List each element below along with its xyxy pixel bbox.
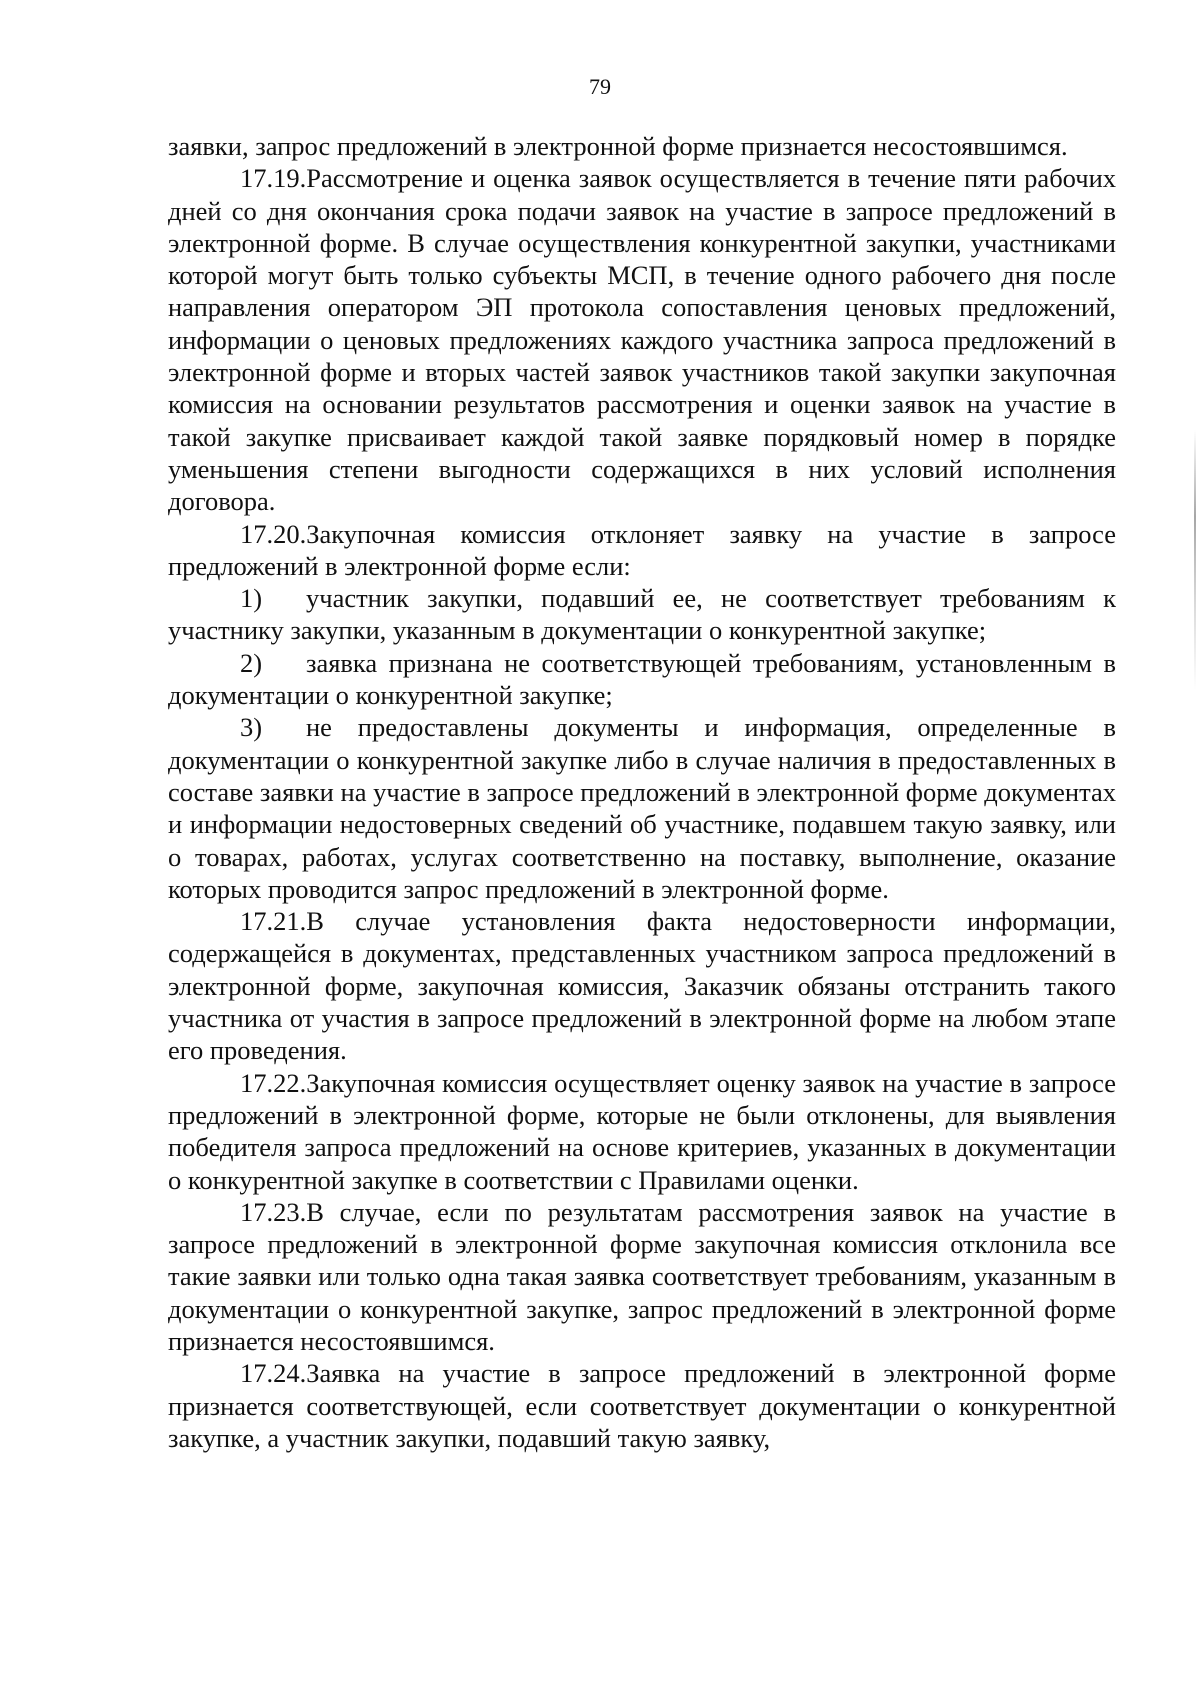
document-body	[168, 130, 1116, 1454]
paragraph-continuation: заявки, запрос предложений в электронной форме признается несостоявшимся.	[168, 131, 1068, 161]
list-item-1	[168, 582, 1116, 647]
paragraph-17-23: 17.23.В случае, если по результатам рассмотрения заявок на участие в запросе предложений в электронной форме закупочная комиссия отклонила все такие заявки или только одна такая заявка соответствует требованиям, указанным в документации о конкурентной закупке, запрос предложений в электронной форме признается несостоявшимся.	[168, 1196, 1116, 1356]
list-item-number: 2)	[240, 647, 263, 678]
paragraph-17-20: 17.20.Закупочная комиссия отклоняет заявку на участие в запросе предложений в электронной форме если:	[168, 518, 1116, 581]
list-item-3	[168, 711, 1116, 905]
list-item-text: участник закупки, подавший ее, не соответствует требованиям к участнику закупки, указанным в документации о конкурентной закупке;	[168, 583, 1116, 646]
page-number: 79	[589, 74, 611, 99]
paragraph-17-22: 17.22.Закупочная комиссия осуществляет оценку заявок на участие в запросе предложений в электронной форме, которые не были отклонены, для выявления победителя запроса предложений на основе критериев, указанных в документации о конкурентной закупке в соответствии с Правилами оценки.	[168, 1067, 1116, 1195]
scan-edge-mark	[1194, 430, 1196, 690]
list-item-text: не предоставлены документы и информация, определенные в документации о конкурентной закупке либо в случае наличия в предоставленных в составе заявки на участие в запросе предложений в электронной форме документах и информации недостоверных сведений об участнике, подавшем такую заявку, или о товарах, работах, услугах соответственно на поставку, выполнение, оказание которых проводится запрос предложений в электронной форме.	[168, 712, 1116, 904]
list-item-number: 3)	[240, 712, 263, 743]
list-item-2	[168, 647, 1116, 712]
list-item-text: заявка признана не соответствующей требованиям, установленным в документации о конкурентной закупке;	[168, 647, 1116, 711]
paragraph-17-24: 17.24.Заявка на участие в запросе предложений в электронной форме признается соответствующей, если соответствует документации о конкурентной закупке, а участник закупки, подавший такую заявку,	[168, 1358, 1116, 1453]
paragraph-17-21: 17.21.В случае установления факта недостоверности информации, содержащейся в документах, представленных участником запроса предложений в электронной форме, закупочная комиссия, Заказчик обязаны отстранить такого участника от участия в запросе предложений в электронной форме на любом этапе его проведения.	[168, 906, 1116, 1066]
paragraph-17-19: 17.19.Рассмотрение и оценка заявок осуществляется в течение пяти рабочих дней со дня окончания срока подачи заявок на участие в запросе предложений в электронной форме. В случае осуществления конкурентной закупки, участниками которой могут быть только субъекты МСП, в течение одного рабочего дня после направления оператором ЭП протокола сопоставления ценовых предложений, информации о ценовых предложениях каждого участника запроса предложений в электронной форме и вторых частей заявок участников такой закупки закупочная комиссия на основании результатов рассмотрения и оценки заявок на участие в такой закупке присваивает каждой такой заявке порядковый номер в порядке уменьшения степени выгодности содержащихся в них условий исполнения договора.	[168, 163, 1116, 517]
list-item-number: 1)	[240, 583, 263, 614]
